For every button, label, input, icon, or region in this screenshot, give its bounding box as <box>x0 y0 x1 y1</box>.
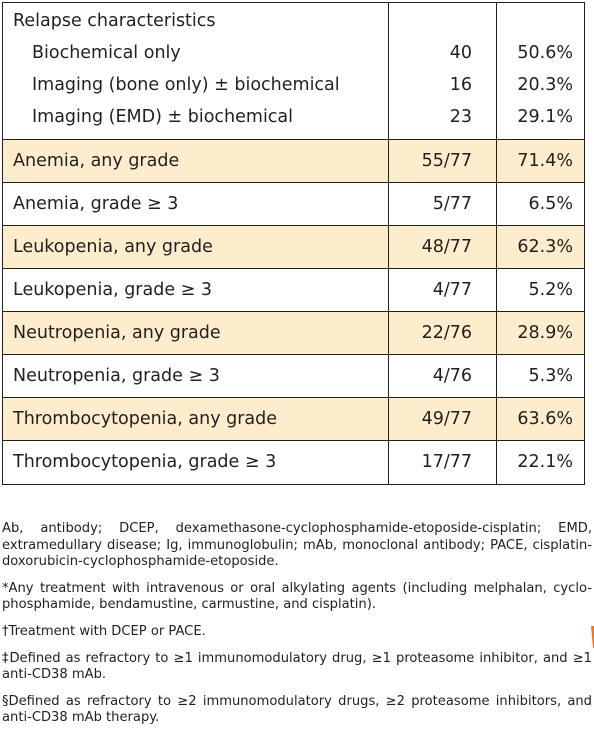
relapse-item-label: Imaging (bone only) ± biochemical <box>32 74 340 95</box>
row-count: 5/77 <box>389 183 497 226</box>
row-label: Neutropenia, grade ≥ 3 <box>3 355 389 398</box>
row-count: 48/77 <box>389 226 497 269</box>
relapse-item-count: 40 <box>449 42 472 63</box>
table-row <box>3 355 585 398</box>
footnotes <box>2 521 592 727</box>
relapse-percent-cell <box>497 3 585 140</box>
row-count: 55/77 <box>389 140 497 183</box>
row-percent: 6.5% <box>497 183 585 226</box>
row-count: 22/76 <box>389 312 497 355</box>
row-percent: 63.6% <box>497 398 585 441</box>
relapse-row <box>3 3 585 140</box>
table-row <box>3 226 585 269</box>
footnote: *Any treatment with intravenous or oral alkylating agents (including melphalan, cyclo-phosphamide, bendamustine, carmustine, and cisplatin). <box>2 580 592 613</box>
row-percent: 22.1% <box>497 441 585 485</box>
footnote: §Defined as refractory to ≥2 immunomodulatory drugs, ≥2 proteasome inhibitors, and anti-CD38 mAb therapy. <box>2 693 592 726</box>
relapse-counts-cell <box>389 3 497 140</box>
row-label: Leukopenia, grade ≥ 3 <box>3 269 389 312</box>
relapse-item-label: Biochemical only <box>32 42 181 63</box>
relapse-labels-cell <box>3 3 389 140</box>
row-label: Leukopenia, any grade <box>3 226 389 269</box>
row-count: 49/77 <box>389 398 497 441</box>
table-row <box>3 269 585 312</box>
footnote: ‡Defined as refractory to ≥1 immunomodulatory drug, ≥1 proteasome inhibitor, and ≥1 anti-CD38 mAb. <box>2 650 592 683</box>
row-percent: 28.9% <box>497 312 585 355</box>
relapse-item-label: Imaging (EMD) ± biochemical <box>32 106 294 127</box>
footnote: Ab, antibody; DCEP, dexamethasone-cyclophosphamide-etoposide-cisplatin; EMD, extramedullary disease; Ig, immunoglobulin; mAb, monoclonal antibody; PACE, cisplatin-doxorubicin-cyclophosphamide-etoposide. <box>2 521 592 570</box>
relapse-item-percent: 29.1% <box>517 106 573 127</box>
relapse-item-count: 16 <box>449 74 472 95</box>
row-percent: 62.3% <box>497 226 585 269</box>
row-percent: 5.2% <box>497 269 585 312</box>
footnote: †Treatment with DCEP or PACE. <box>2 623 206 639</box>
data-table <box>2 2 585 485</box>
row-label: Anemia, grade ≥ 3 <box>3 183 389 226</box>
relapse-item-count: 23 <box>449 106 472 127</box>
row-percent: 5.3% <box>497 355 585 398</box>
table-row <box>3 140 585 183</box>
row-count: 17/77 <box>389 441 497 485</box>
row-label: Thrombocytopenia, any grade <box>3 398 389 441</box>
row-percent: 71.4% <box>497 140 585 183</box>
table-row <box>3 183 585 226</box>
row-label: Neutropenia, any grade <box>3 312 389 355</box>
row-count: 4/76 <box>389 355 497 398</box>
relapse-item-percent: 20.3% <box>517 74 573 95</box>
row-count: 4/77 <box>389 269 497 312</box>
orange-edge-mark <box>588 626 594 648</box>
row-label: Thrombocytopenia, grade ≥ 3 <box>3 441 389 485</box>
table-row <box>3 441 585 485</box>
relapse-heading: Relapse characteristics <box>13 11 216 31</box>
row-label: Anemia, any grade <box>3 140 389 183</box>
relapse-item-percent: 50.6% <box>517 42 573 63</box>
table-row <box>3 312 585 355</box>
table-row <box>3 398 585 441</box>
